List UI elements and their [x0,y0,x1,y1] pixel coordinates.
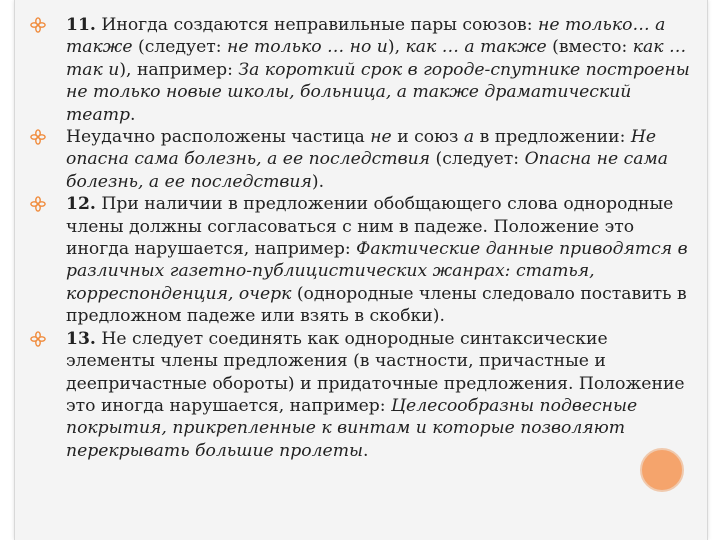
item-number: 11. [66,15,96,35]
list-item [30,328,698,462]
item-text: (следует: [132,37,228,58]
item-text: Неудачно расположены частица [66,127,371,148]
item-number: 12. [66,194,96,215]
item-text: ), [387,37,406,58]
item-text: Иногда создаются неправильные пары союзов: [95,15,538,35]
item-italic: За короткий срок в городе-спутнике построены не только новые школы, больница, а также драматический театр [66,59,690,125]
item-text: Не следует соединять как однородные синтаксические элементы члены предложения (в частности, причастные и деепричастные обороты) и придаточные предложения. Положение это иногда нарушается, например: [66,328,685,416]
item-italic: Фактические данные приводятся в различных газетно-публицистических жанрах: статья, корреспонденция, очерк [66,239,688,304]
item-text: ), например: [119,59,239,80]
item-text: . [363,440,369,461]
item-italic: Не опасна сама болезнь, а ее последствия [66,127,657,170]
item-text: При наличии в предложении обобщающего слова однородные члены должны согласоваться с ним в падеже. Положение это иногда нарушается, например: [66,194,674,260]
list-item [30,126,698,193]
decorative-circle [640,448,684,492]
item-text: (следует: [430,149,525,170]
item-text: ). [311,171,325,192]
item-italic: не только … но и [227,37,388,58]
item-italic: как … так и [66,37,687,80]
item-italic: как … а также [405,37,547,58]
item-italic: а [463,127,475,148]
item-italic: Опасна не сама болезнь, а ее последствия [66,149,668,192]
item-text: и союз [391,127,464,148]
item-text: (однородные члены следовало поставить в предложном падеже или взять в скобки). [66,283,687,327]
item-text: в предложении: [474,127,631,148]
flower-bullet-icon [30,129,46,145]
item-text: . [130,104,136,125]
item-italic: не [370,127,392,148]
list-item [30,193,698,327]
flower-bullet-icon [30,196,46,212]
list-item [30,14,698,126]
item-italic: Целесообразны подвесные покрытия, прикрепленные к винтам и которые позволяют перекрывать большие пролеты [66,395,638,461]
flower-bullet-icon [30,331,46,347]
item-number: 13. [66,328,96,349]
flower-bullet-icon [30,17,46,33]
item-italic: не только… а также [66,15,666,58]
bullet-list [30,14,698,462]
item-text: (вместо: [546,37,633,58]
